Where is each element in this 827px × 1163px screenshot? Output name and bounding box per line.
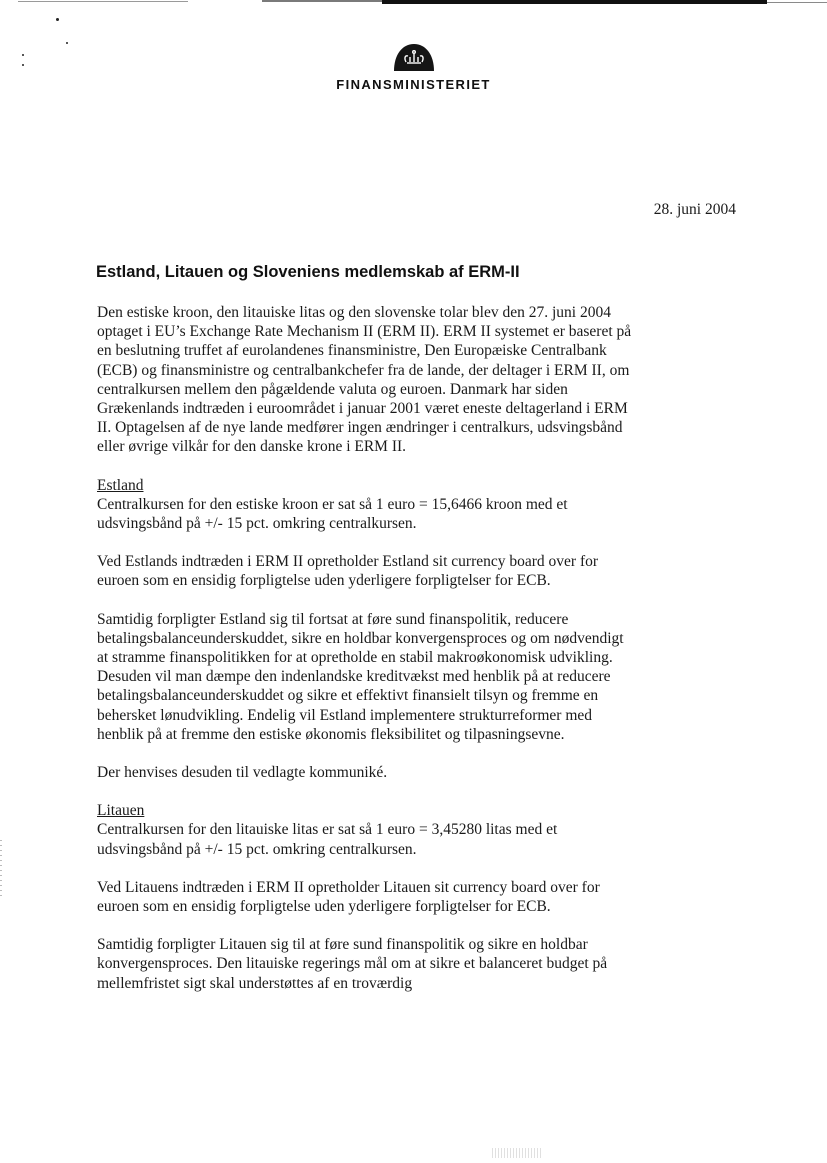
crown-emblem-icon — [392, 42, 436, 72]
estland-paragraph-3: Samtidig forpligter Estland sig til fortsat at føre sund finanspolitik, reducere betalingsbalanceunderskuddet, sikre en holdbar konvergensproces og om nødvendigt at stramme finanspolitikken for at opretholde en stabil makroøkonomisk udvikling. Desuden vil man dæmpe den indenlandske kreditvækst med henblik på at reducere betalingsbalanceunderskuddet og sikre et effektivt finansielt tilsyn og fremme en behersket lønudvikling. Endelig vil Estland implementere strukturreformer med henblik på at fremme den estiske økonomis fleksibilitet og tilpasningsevne. — [97, 610, 624, 743]
litauen-paragraph-2: Ved Litauens indtræden i ERM II opretholder Litauen sit currency board over for euroen som en ensidig forpligtelse uden yderligere forpligtelser for ECB. — [97, 878, 600, 916]
document-date: 28. juni 2004 — [653, 201, 736, 218]
scan-artifact-bottom — [492, 1148, 542, 1158]
intro-paragraph: Den estiske kroon, den litauiske litas og den slovenske tolar blev den 27. juni 2004 optaget i EU’s Exchange Rate Mechanism II (ERM II). ERM II systemet er baseret på en beslutning truffet af eurolandenes finansministre, Den Europæiske Centralbank (ECB) og finansministre og centralbankchefer fra de lande, der deltager i ERM II, om centralkursen mellem den pågældende valuta og euroen. Danmark har siden Grækenlands indtræden i euroområdet i januar 2001 været eneste deltagerland i ERM II. Optagelsen af de nye lande medfører ingen ændringer i centralkurs, udsvingsbånd eller øvrige vilkår for den danske krone i ERM II. — [97, 304, 632, 456]
scan-artifact-top — [0, 0, 827, 6]
section-heading-litauen: Litauen — [97, 802, 145, 820]
litauen-paragraph-3: Samtidig forpligter Litauen sig til at føre sund finanspolitik og sikre en holdbar konvergensproces. Den litauiske regerings mål om at sikre et balanceret budget på mellemfristet sigt skal understøttes af en troværdig — [97, 936, 608, 992]
document-body — [97, 303, 637, 1012]
section-heading-estland: Estland — [97, 476, 144, 494]
ministry-logo — [0, 42, 827, 92]
litauen-paragraph-1: Centralkursen for den litauiske litas er sat så 1 euro = 3,45280 litas med et udsvingsbånd på +/- 15 pct. omkring centralkursen. — [97, 821, 558, 858]
document-title: Estland, Litauen og Sloveniens medlemskab af ERM-II — [96, 263, 520, 281]
estland-paragraph-1: Centralkursen for den estiske kroon er sat så 1 euro = 15,6466 kroon med et udsvingsbånd på +/- 15 pct. omkring centralkursen. — [97, 495, 568, 533]
scan-edge-artifact — [0, 840, 2, 900]
estland-paragraph-4: Der henvises desuden til vedlagte kommuniké. — [97, 764, 388, 782]
scan-speck — [56, 18, 59, 21]
estland-paragraph-2: Ved Estlands indtræden i ERM II opretholder Estland sit currency board over for euroen som en ensidig forpligtelse uden yderligere forpligtelser for ECB. — [97, 553, 599, 590]
ministry-name: FINANSMINISTERIET — [336, 77, 491, 92]
